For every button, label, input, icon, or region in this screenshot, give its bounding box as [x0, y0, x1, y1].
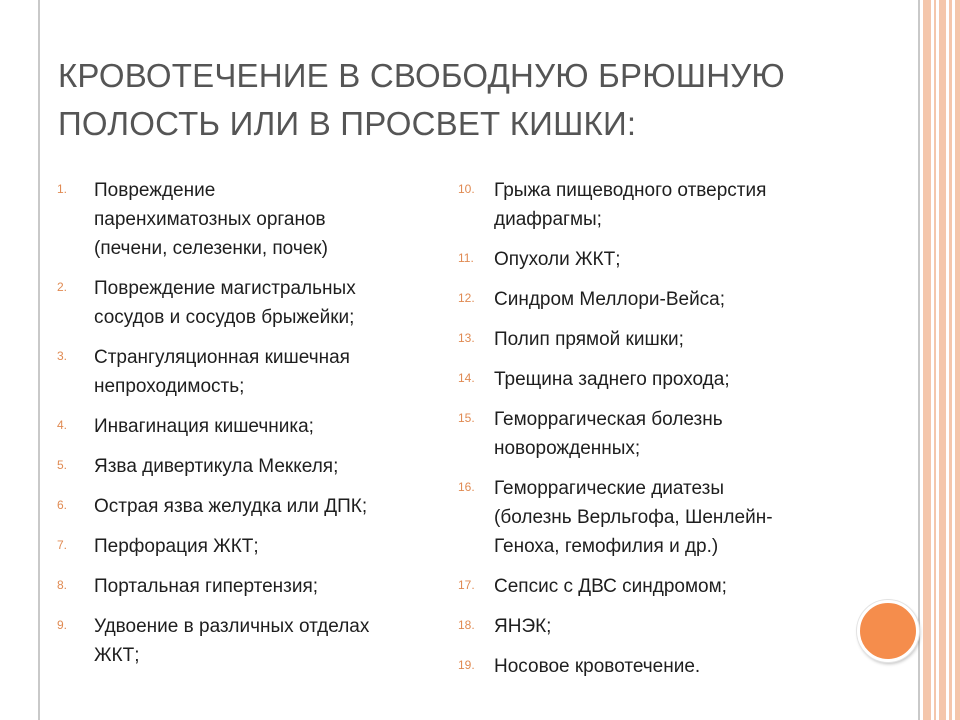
decor-stripe-2	[934, 0, 936, 720]
item-number: 7.	[57, 538, 68, 552]
list-item	[458, 285, 843, 314]
item-number: 19.	[458, 658, 475, 672]
item-number: 13.	[458, 331, 475, 345]
item-number: 12.	[458, 291, 475, 305]
frame-line-right	[918, 0, 920, 720]
decor-stripe-5	[955, 0, 960, 720]
item-number: 6.	[57, 498, 68, 512]
item-text: Полип прямой кишки;	[494, 329, 684, 350]
list-item	[57, 612, 417, 670]
item-text: Острая язва желудка или ДПК;	[94, 496, 368, 517]
list-item	[458, 325, 843, 354]
item-text: Странгуляционная кишечная непроходимость;	[94, 347, 350, 397]
frame-line-left	[38, 0, 40, 720]
item-number: 5.	[57, 458, 68, 472]
item-number: 4.	[57, 418, 68, 432]
item-number: 2.	[57, 280, 68, 294]
item-number: 8.	[57, 578, 68, 592]
decor-stripe-1	[923, 0, 931, 720]
item-text: Повреждение паренхиматозных органов (печени, селезенки, почек)	[94, 180, 328, 259]
decorative-orange-circle	[857, 600, 919, 662]
item-text: Удвоение в различных отделах ЖКТ;	[94, 616, 370, 666]
list-item	[458, 176, 843, 234]
item-text: ЯНЭК;	[494, 616, 552, 637]
decor-stripe-3	[939, 0, 946, 720]
item-text: Геморрагические диатезы (болезнь Верльгофа, Шенлейн- Геноха, гемофилия и др.)	[494, 478, 773, 557]
list-item	[57, 452, 417, 481]
decor-stripe-4	[949, 0, 952, 720]
item-text: Носовое кровотечение.	[494, 656, 701, 677]
list-item	[458, 652, 843, 681]
item-number: 17.	[458, 578, 475, 592]
list-item	[57, 274, 417, 332]
item-text: Язва дивертикула Меккеля;	[94, 456, 339, 477]
list-item	[458, 612, 843, 641]
list-item	[57, 176, 417, 263]
item-number: 11.	[458, 251, 474, 265]
item-number: 16.	[458, 480, 475, 494]
item-text: Синдром Меллори-Вейса;	[494, 289, 726, 310]
list-item	[57, 572, 417, 601]
item-text: Трещина заднего прохода;	[494, 369, 730, 390]
item-text: Сепсис с ДВС синдромом;	[494, 576, 727, 597]
item-text: Опухоли ЖКТ;	[494, 249, 621, 270]
item-text: Повреждение магистральных сосудов и сосудов брыжейки;	[94, 278, 356, 328]
item-text: Портальная гипертензия;	[94, 576, 319, 597]
list-item	[57, 492, 417, 521]
list-item	[57, 343, 417, 401]
item-text: Инвагинация кишечника;	[94, 416, 314, 437]
list-item	[458, 405, 843, 463]
list-item	[458, 245, 843, 274]
list-left-column	[57, 176, 417, 681]
item-text: Грыжа пищеводного отверстия диафрагмы;	[494, 180, 767, 230]
list-item	[458, 474, 843, 561]
title-line: ПОЛОСТЬ ИЛИ В ПРОСВЕТ КИШКИ:	[58, 105, 637, 142]
item-number: 1.	[57, 182, 68, 196]
item-number: 14.	[458, 371, 475, 385]
item-text: Геморрагическая болезнь новорожденных;	[494, 409, 723, 459]
item-number: 15.	[458, 411, 475, 425]
item-number: 3.	[57, 349, 68, 363]
item-number: 9.	[57, 618, 68, 632]
item-number: 10.	[458, 182, 475, 196]
item-number: 18.	[458, 618, 475, 632]
item-text: Перфорация ЖКТ;	[94, 536, 259, 557]
list-item	[458, 572, 843, 601]
title-line: КРОВОТЕЧЕНИЕ В СВОБОДНУЮ БРЮШНУЮ	[58, 57, 785, 94]
list-right-column	[458, 176, 843, 692]
slide-title	[58, 52, 878, 148]
list-item	[458, 365, 843, 394]
list-item	[57, 412, 417, 441]
list-item	[57, 532, 417, 561]
